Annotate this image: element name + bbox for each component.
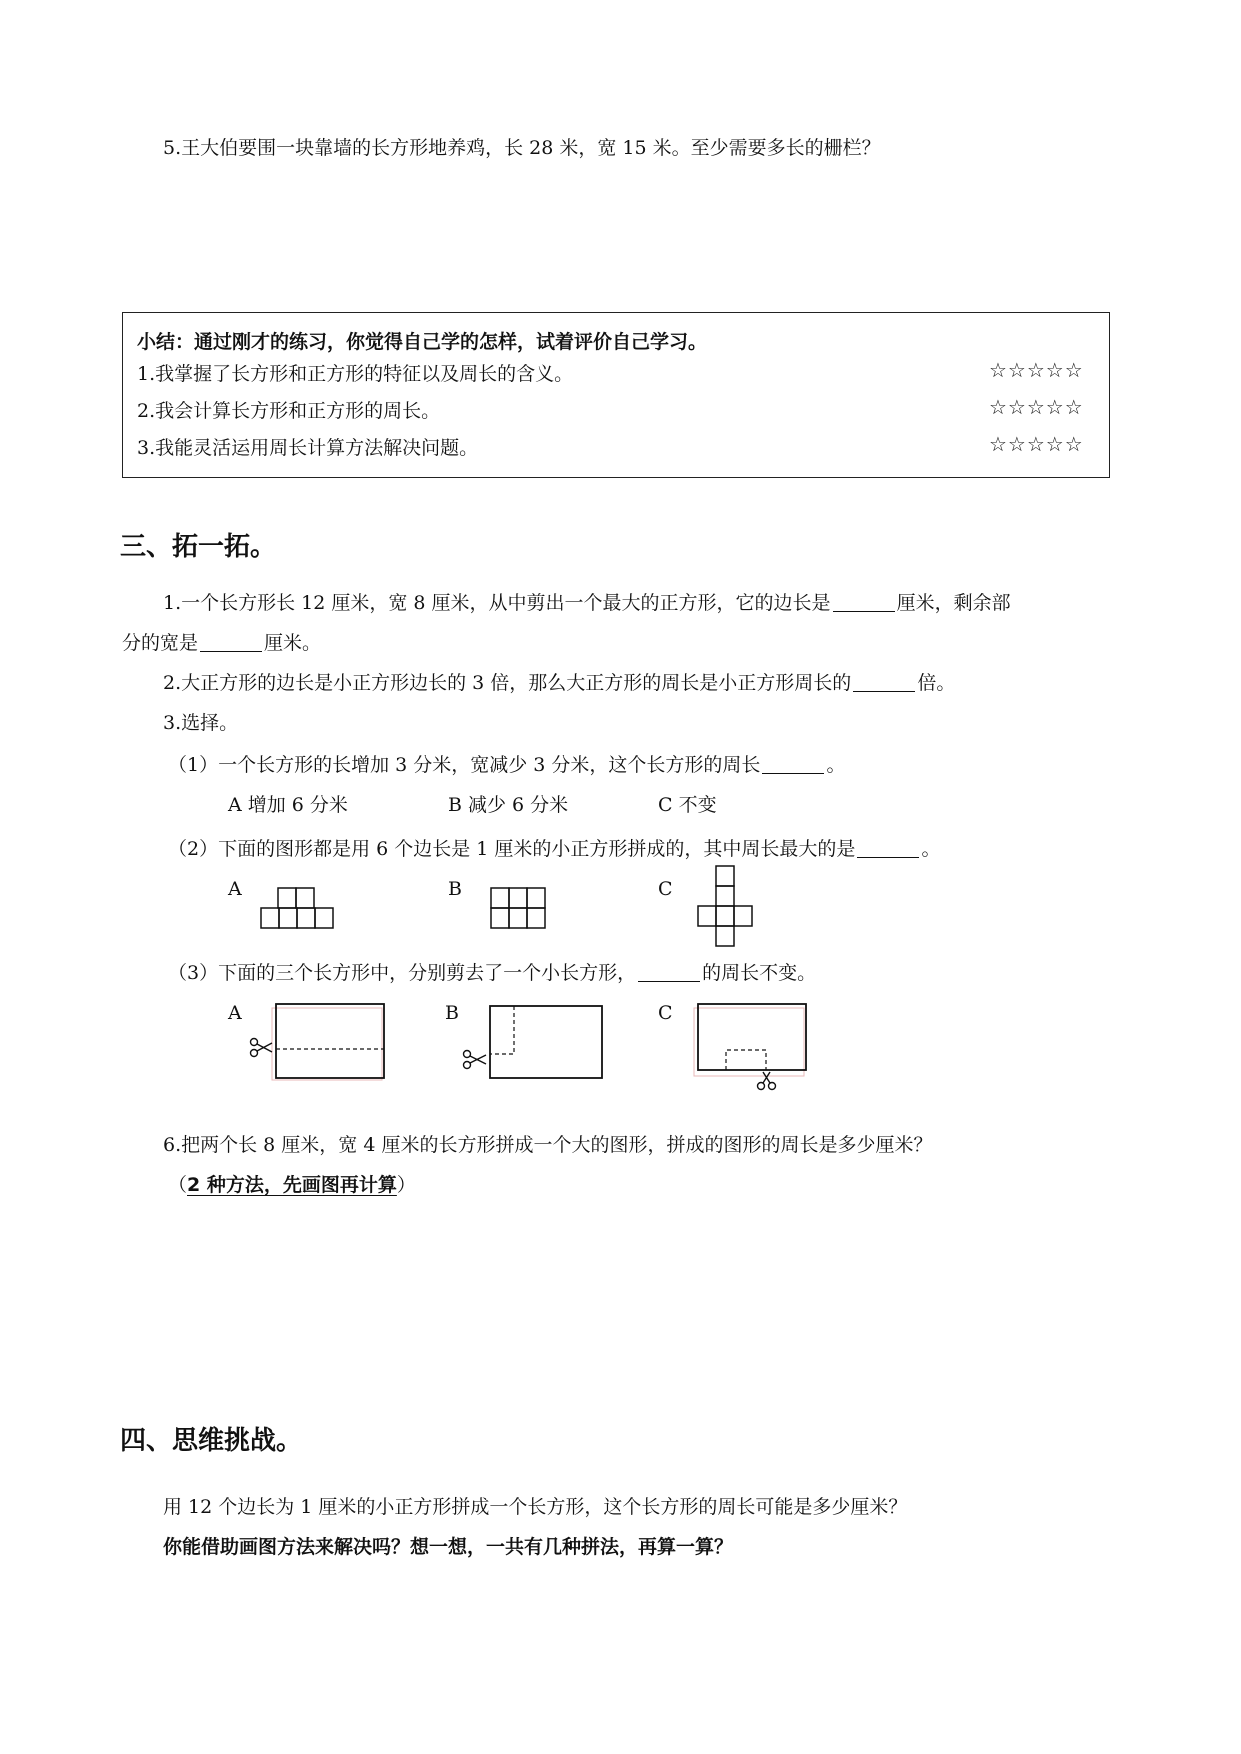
cut-rectangle-c[interactable] — [690, 994, 820, 1094]
sub-question-2: （2）下面的图形都是用 6 个边长是 1 厘米的小正方形拼成的，其中周长最大的是 。 — [168, 838, 941, 860]
answer-blank[interactable] — [638, 962, 700, 982]
s4-line-1: 用 12 个边长为 1 厘米的小正方形拼成一个长方形，这个长方形的周长可能是多少厘米？ — [163, 1496, 908, 1518]
option-a[interactable]: A 增加 6 分米 — [228, 794, 348, 816]
option-b[interactable]: B 减少 6 分米 — [448, 794, 569, 816]
scissors-icon — [758, 1072, 776, 1090]
summary-item-2: 2.我会计算长方形和正方形的周长。 — [137, 400, 441, 422]
figure-label-a: A — [228, 878, 242, 900]
summary-item-3: 3.我能灵活运用周长计算方法解决问题。 — [137, 437, 479, 459]
sub-question-1: （1）一个长方形的长增加 3 分米，宽减少 3 分米，这个长方形的周长 。 — [168, 754, 846, 776]
figure-label-c: C — [658, 878, 673, 900]
option-c[interactable]: C 不变 — [658, 794, 717, 816]
square-shape-figure-b[interactable] — [490, 886, 550, 934]
answer-blank[interactable] — [853, 672, 915, 692]
s3-question-6: 6.把两个长 8 厘米，宽 4 厘米的长方形拼成一个大的图形，拼成的图形的周长是多少厘米？ — [163, 1134, 933, 1156]
star-rating-3[interactable]: ☆☆☆☆☆ — [989, 432, 1084, 456]
sub-question-3: （3）下面的三个长方形中，分别剪去了一个小长方形， 的周长不变。 — [168, 962, 817, 984]
summary-box — [122, 312, 1110, 478]
star-rating-2[interactable]: ☆☆☆☆☆ — [989, 395, 1084, 419]
s3-question-6-note: （2 种方法，先画图再计算） — [168, 1174, 416, 1196]
cut-figure-label-a: A — [228, 1002, 242, 1024]
cut-rectangle-a[interactable] — [246, 1000, 386, 1086]
scissors-icon — [464, 1051, 487, 1069]
s3-question-1-line-2: 分的宽是 厘米。 — [122, 632, 322, 654]
cut-figure-label-b: B — [445, 1002, 459, 1024]
answer-blank[interactable] — [762, 754, 824, 774]
star-rating-1[interactable]: ☆☆☆☆☆ — [989, 358, 1084, 382]
cut-figure-label-c: C — [658, 1002, 673, 1024]
section-3-heading: 三、拓一拓。 — [120, 532, 277, 562]
s3-question-3: 3.选择。 — [163, 712, 239, 734]
s4-line-2: 你能借助画图方法来解决吗？想一想，一共有几种拼法，再算一算？ — [163, 1536, 734, 1558]
scissors-icon — [251, 1039, 273, 1057]
square-shape-figure-c[interactable] — [696, 864, 756, 956]
s3-question-1-line-1: 1.一个长方形长 12 厘米，宽 8 厘米，从中剪出一个最大的正方形，它的边长是 厘米，剩余部 — [163, 592, 1011, 614]
section-4-heading: 四、思维挑战。 — [120, 1426, 303, 1456]
summary-title: 小结：通过刚才的练习，你觉得自己学的怎样，试着评价自己学习。 — [137, 331, 708, 353]
square-shape-figure-a[interactable] — [260, 886, 336, 934]
answer-blank[interactable] — [857, 838, 919, 858]
s3-question-2: 2.大正方形的边长是小正方形边长的 3 倍，那么大正方形的周长是小正方形周长的 倍。 — [163, 672, 956, 694]
answer-blank[interactable] — [833, 592, 895, 612]
cut-rectangle-b[interactable] — [458, 1000, 608, 1086]
answer-blank[interactable] — [200, 632, 262, 652]
question-5: 5.王大伯要围一块靠墙的长方形地养鸡，长 28 米，宽 15 米。至少需要多长的栅栏？ — [163, 137, 881, 159]
summary-item-1: 1.我掌握了长方形和正方形的特征以及周长的含义。 — [137, 363, 574, 385]
figure-label-b: B — [448, 878, 462, 900]
